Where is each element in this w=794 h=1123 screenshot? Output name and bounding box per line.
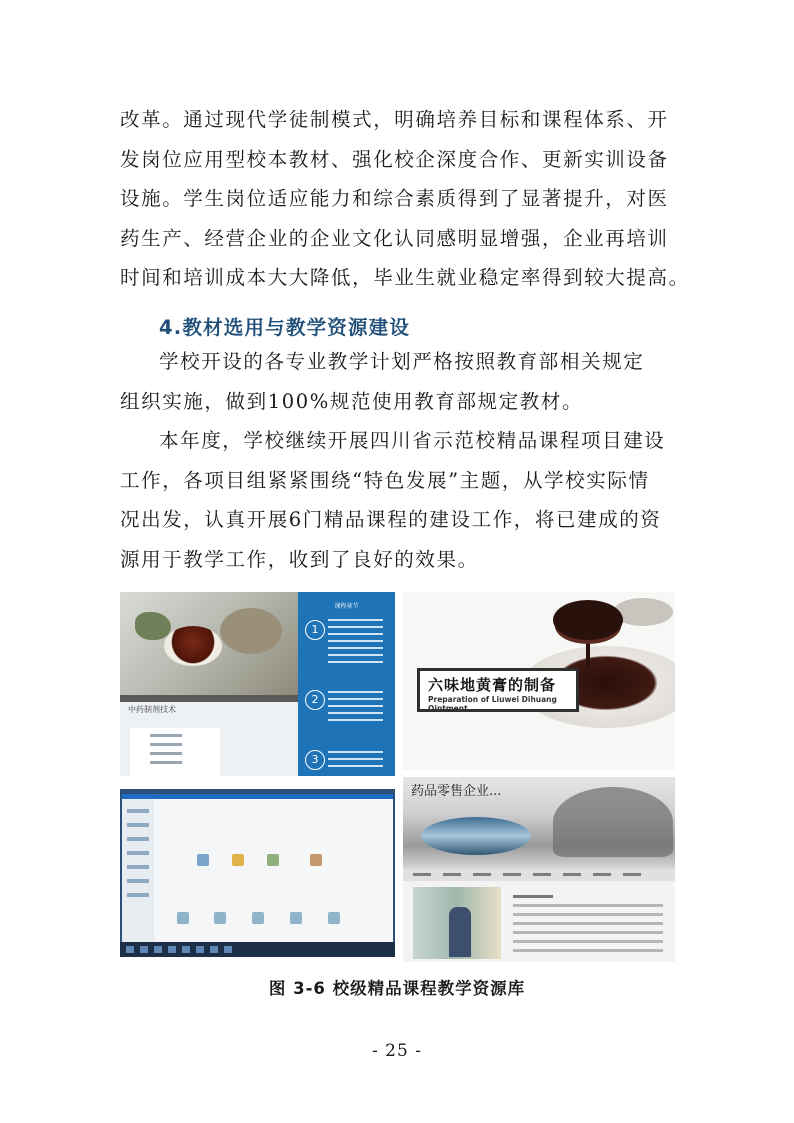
paragraph-2 xyxy=(120,342,680,421)
video-controls-bar xyxy=(120,695,298,702)
module-icon xyxy=(328,912,340,924)
chapter-panel-title: 课程章节 xyxy=(334,603,359,610)
module-icon xyxy=(232,854,244,866)
module-icon xyxy=(197,854,209,866)
page-number: - 25 - xyxy=(372,1041,422,1061)
app-window xyxy=(122,794,393,942)
paragraph-1 xyxy=(120,100,690,298)
module-icon xyxy=(290,912,302,924)
section-heading: 4.教材选用与教学资源建设 xyxy=(159,316,411,339)
site-nav-bar xyxy=(403,869,675,881)
text-line: 改革。通过现代学徒制模式，明确培养目标和课程体系、开 xyxy=(120,108,669,131)
text-line: 学校开设的各专业教学计划严格按照教育部相关规定 xyxy=(159,350,645,373)
video-title-box xyxy=(417,668,579,712)
module-icon xyxy=(214,912,226,924)
chapter-list xyxy=(328,746,383,772)
chapter-number: 2 xyxy=(305,690,325,710)
video-title-en: Preparation of Liuwei Dihuang Ointment xyxy=(428,695,557,713)
chapter-number: 1 xyxy=(305,620,325,640)
text-line: 工作，各项目组紧紧围绕“特色发展”主题，从学校实际情 xyxy=(120,468,650,492)
window-title-bar xyxy=(122,794,393,799)
software-desktop-screenshot xyxy=(120,789,395,957)
intro-text-block xyxy=(513,889,663,958)
app-sidebar xyxy=(122,799,154,942)
ink-painting-banner xyxy=(403,777,675,869)
mountain-shape xyxy=(553,787,673,857)
ointment-stream xyxy=(586,636,590,666)
chapter-number: 3 xyxy=(305,750,325,770)
course-title: 中药制剂技术 xyxy=(128,705,176,714)
module-icon xyxy=(267,854,279,866)
text-line: 设施。学生岗位适应能力和综合素质得到了显著提升，对医 xyxy=(120,187,669,210)
chapter-list xyxy=(328,686,383,726)
spoon-image xyxy=(553,600,623,640)
module-icon xyxy=(252,912,264,924)
text-line: 时间和培训成本大大降低，毕业生就业稳定率得到较大提高。 xyxy=(120,266,690,289)
herb-pile xyxy=(135,612,171,640)
figure-caption: 图 3-6 校级精品课程教学资源库 xyxy=(268,979,526,998)
paragraph-3 xyxy=(120,421,680,579)
medicine-bowl xyxy=(164,626,222,666)
text-line: 源用于教学工作，收到了良好的效果。 xyxy=(120,547,479,571)
chapter-list xyxy=(328,614,383,668)
herbal-medicine-photo xyxy=(120,592,298,695)
module-icon xyxy=(310,854,322,866)
text-line: 发岗位应用型校本教材、强化校企深度合作、更新实训设备 xyxy=(120,147,669,171)
site-title: 药品零售企业... xyxy=(411,784,502,799)
herb-pile xyxy=(220,608,282,654)
course-info-list xyxy=(130,728,220,776)
video-title-cn: 六味地黄膏的制备 xyxy=(428,676,557,694)
text-line: 组织实施，做到100%规范使用教育部规定教材。 xyxy=(120,389,584,413)
text-line: 药生产、经营企业的企业文化认同感明显增强，企业再培训 xyxy=(120,226,669,250)
chapter-panel xyxy=(298,592,395,776)
text-line: 本年度，学校继续开展四川省示范校精品课程项目建设 xyxy=(159,429,666,452)
ointment-preparation-screenshot xyxy=(403,592,675,770)
pharmacy-website-screenshot xyxy=(403,777,675,962)
text-line: 况出发，认真开展6门精品课程的建设工作，将已建成的资 xyxy=(120,508,662,531)
pharmacy-store-photo xyxy=(413,887,501,959)
scroll-decoration xyxy=(421,817,531,855)
module-icon xyxy=(177,912,189,924)
taskbar xyxy=(120,942,395,957)
course-video-screenshot xyxy=(120,592,395,776)
